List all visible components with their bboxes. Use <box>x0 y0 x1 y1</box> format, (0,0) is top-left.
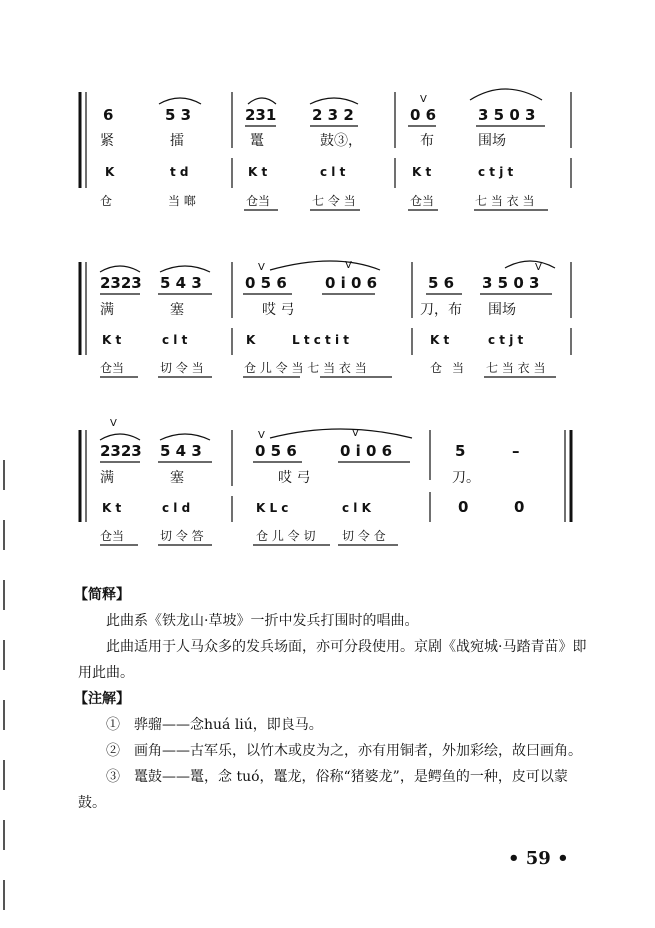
melody-note: – <box>512 442 520 460</box>
percussion-word: 仓 <box>100 194 113 208</box>
percussion-word: 仓当 <box>410 194 435 208</box>
percussion-word: 切 令 当 <box>160 361 204 375</box>
melody-note: 231 <box>245 106 277 124</box>
lyric: 哎 弓 <box>278 470 311 486</box>
percussion-symbol: L t c t i t <box>292 333 349 347</box>
score-row-1 <box>80 89 571 210</box>
svg-text:V: V <box>110 418 117 429</box>
margin-rule <box>3 640 5 670</box>
percussion-word: 仓当 <box>100 529 125 543</box>
score-row-2 <box>80 260 571 377</box>
melody-note: 2323 <box>100 274 142 292</box>
svg-text:V: V <box>352 428 359 439</box>
melody-note: 5 <box>455 442 466 460</box>
percussion-symbol: c l t <box>320 165 346 179</box>
svg-text:V: V <box>258 430 265 441</box>
percussion-word: 当 <box>452 361 465 375</box>
percussion-word: 切 令 答 <box>160 529 204 543</box>
melody-note: 5 4 3 <box>160 274 202 292</box>
svg-text:V: V <box>258 262 265 273</box>
lyric: 满 <box>100 470 114 486</box>
melody-note: 0 5 6 <box>255 442 297 460</box>
margin-rule <box>3 760 5 790</box>
percussion-symbol: K t <box>102 333 122 347</box>
melody-note: 0 i 0 6 <box>340 442 393 460</box>
melody-note: 5 4 3 <box>160 442 202 460</box>
lyric: 布 <box>420 133 434 149</box>
margin-rule <box>3 520 5 550</box>
lyric: 塞 <box>170 470 184 486</box>
percussion-symbol: K <box>105 165 115 179</box>
percussion-symbol: K t <box>102 501 122 515</box>
percussion-symbol: c l K <box>342 501 371 515</box>
brief-heading: 【简释】 <box>74 587 130 603</box>
note-item: ② 画角——古军乐，以竹木或皮为之，亦有用铜者，外加彩绘，故曰画角。 <box>106 743 582 759</box>
lyric: 围场 <box>478 133 506 149</box>
percussion-word: 七 当 衣 当 <box>486 361 546 375</box>
melody-note: 2323 <box>100 442 142 460</box>
lyric: 哎 弓 <box>262 302 295 318</box>
note-item: ③ 鼍鼓——鼍，念 tuó，鼍龙，俗称“猪婆龙”，是鳄鱼的一种，皮可以蒙鼓。 <box>78 769 568 811</box>
percussion-symbol: K t <box>412 165 432 179</box>
lyric: 刀。 <box>452 470 480 486</box>
svg-text:V: V <box>420 94 427 105</box>
percussion-word: 七 令 当 <box>312 194 356 208</box>
margin-rule <box>3 580 5 610</box>
melody-note: 6 <box>103 106 114 124</box>
notes-heading: 【注解】 <box>74 691 130 707</box>
percussion-symbol: 0 <box>458 498 469 516</box>
percussion-symbol: K t <box>430 333 450 347</box>
percussion-symbol: K t <box>248 165 268 179</box>
lyric: 塞 <box>170 302 184 318</box>
percussion-word: 七 当 衣 当 <box>475 194 535 208</box>
percussion-word: 切 令 仓 <box>342 529 386 543</box>
lyric: 刀，布 <box>420 302 462 318</box>
percussion-symbol: c l t <box>162 333 188 347</box>
percussion-word: 当 啷 <box>168 194 196 208</box>
score-row-3 <box>80 418 571 545</box>
percussion-word: 仓 儿 令 当 七 当 衣 当 <box>244 361 367 375</box>
lyric: 围场 <box>488 302 516 318</box>
svg-text:V: V <box>535 262 542 273</box>
melody-note: 3 5 0 3 <box>478 106 536 124</box>
lyric: 紧 <box>100 133 114 149</box>
percussion-symbol: K L c <box>256 501 289 515</box>
percussion-symbol: K <box>246 333 256 347</box>
melody-note: 2 3 2 <box>312 106 354 124</box>
margin-rule <box>3 700 5 730</box>
lyric: 鼍 <box>250 133 264 149</box>
percussion-word: 仓当 <box>100 361 125 375</box>
margin-rule <box>3 460 5 490</box>
notes-section <box>74 582 593 816</box>
svg-text:V: V <box>345 260 352 271</box>
percussion-word: 仓 <box>430 361 443 375</box>
percussion-symbol: c l d <box>162 501 191 515</box>
lyric: 鼓③， <box>320 133 362 149</box>
lyric: 擂 <box>170 133 184 149</box>
percussion-word: 仓 儿 令 切 <box>256 529 316 543</box>
brief-paragraph: 此曲系《铁龙山·草坡》一折中发兵打围时的唱曲。 <box>106 613 419 629</box>
melody-note: 5 3 <box>165 106 192 124</box>
melody-note: 5 6 <box>428 274 455 292</box>
margin-rule <box>3 820 5 850</box>
percussion-symbol: c t j t <box>488 333 524 347</box>
melody-note: 0 5 6 <box>245 274 287 292</box>
page-number: • 59 • <box>508 848 569 869</box>
brief-paragraph: 此曲适用于人马众多的发兵场面，亦可分段使用。京剧《战宛城·马踏青苗》即用此曲。 <box>78 639 587 681</box>
percussion-symbol: t d <box>170 165 189 179</box>
note-item: ① 骅骝——念huá liú，即良马。 <box>106 717 323 733</box>
melody-note: 0 i 0 6 <box>325 274 378 292</box>
lyric: 满 <box>100 302 114 318</box>
melody-note: 0 6 <box>410 106 437 124</box>
percussion-symbol: c t j t <box>478 165 514 179</box>
melody-note: 3 5 0 3 <box>482 274 540 292</box>
percussion-symbol: 0 <box>514 498 525 516</box>
percussion-word: 仓当 <box>246 194 271 208</box>
margin-rule <box>3 880 5 910</box>
